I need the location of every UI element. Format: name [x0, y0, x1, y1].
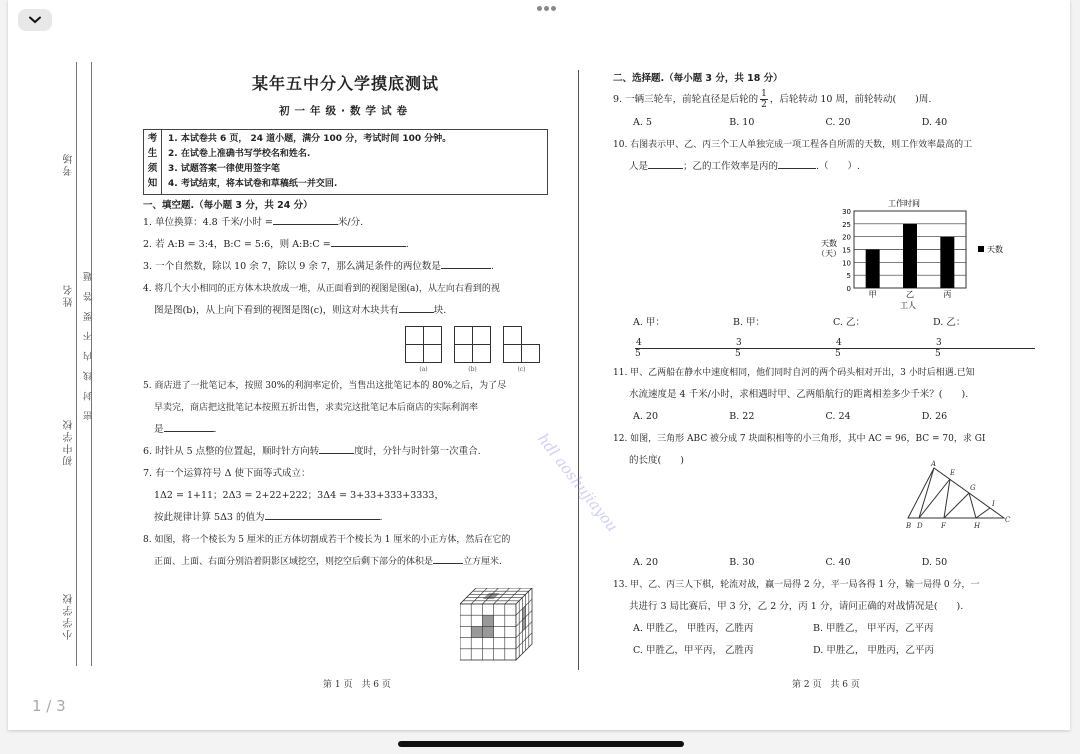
- question-text: ；乙的工作效率是丙的: [683, 160, 779, 172]
- label-primary-school: 小学学校: [64, 592, 75, 640]
- question-text: 共进行 3 局比赛后，甲 3 分，乙 2 分，丙 1 分，请问正确的对战情况是( ).: [629, 600, 964, 612]
- notice-head-char: 生: [147, 148, 158, 160]
- ellipsis-icon: [537, 6, 542, 11]
- option-label: C. 乙：: [833, 316, 865, 328]
- question-text: 水流速度是 4 千米/小时，求相遇时甲、乙两船航行的距离相差多少千米？( ).: [629, 388, 969, 400]
- answer-blank: [331, 237, 406, 247]
- svg-text:25: 25: [842, 220, 851, 229]
- document-viewer: [8, 0, 1070, 730]
- option-c[interactable]: C. 20: [825, 116, 851, 128]
- watermark: hdl aoshujiayou: [533, 430, 622, 536]
- question-text: .: [379, 512, 383, 523]
- question-5: [143, 375, 548, 441]
- fraction: [835, 338, 935, 359]
- fraction: [635, 338, 735, 359]
- chart-x-ticks: [869, 290, 952, 299]
- question-7: [143, 463, 548, 529]
- option-d[interactable]: D. 50: [921, 556, 948, 568]
- fraction-numerator: 4: [635, 338, 735, 349]
- question-1: [143, 212, 548, 234]
- figure-caption: (b): [468, 366, 477, 373]
- option-c[interactable]: C. 24: [825, 410, 851, 422]
- chart-y-label-unit: （天）: [817, 249, 841, 258]
- q12-options: [613, 552, 1018, 574]
- option-b[interactable]: B. 30: [729, 556, 755, 568]
- answer-blank: [441, 259, 491, 269]
- question-text: .: [490, 261, 494, 272]
- exam-title: 某年五中分入学摸底测试: [251, 74, 439, 93]
- point-label: D: [917, 522, 923, 530]
- fraction: [760, 89, 768, 110]
- fraction-denominator: 5: [635, 348, 641, 359]
- question-text: .（ ）.: [816, 160, 861, 172]
- point-label: A: [931, 460, 937, 468]
- label-name: 姓名: [64, 283, 75, 307]
- question-text: 米/分.: [337, 217, 364, 228]
- question-text: 是: [154, 424, 164, 435]
- answer-blank: [648, 159, 683, 169]
- ellipsis-dot: [544, 6, 549, 11]
- point-label: I: [992, 500, 995, 508]
- fraction-denominator: 5: [835, 348, 841, 359]
- question-text: 3. 一个自然数，除以 10 余 7，除以 9 余 7，那么满足条件的两位数是: [143, 261, 441, 272]
- work-time-bar-chart: [816, 196, 1016, 314]
- question-text: 块.: [433, 305, 447, 316]
- question-text: 图是图(b)，从上向下看到的视图是图(c)，则这对木块共有: [154, 305, 399, 316]
- option-c[interactable]: C. 甲胜乙，甲平丙， 乙胜丙: [633, 644, 754, 656]
- question-text: 按此规律计算 5Δ3 的值为: [154, 512, 265, 523]
- question-text: 11. 甲、乙两船在静水中速度相同，他们同时自河的两个码头相对开出，3 小时后相遇.已知: [613, 367, 975, 378]
- answer-blank: [164, 422, 214, 432]
- q13-options-row1: [613, 618, 1018, 640]
- answer-blank: [265, 510, 380, 520]
- fraction-numerator: 3: [735, 338, 835, 349]
- chart-x-label: 工人: [900, 301, 916, 310]
- figure-b: [454, 326, 491, 373]
- q4-view-figures: [143, 326, 540, 373]
- page-2: [613, 72, 1018, 662]
- svg-text:5: 5: [846, 272, 851, 281]
- point-label: E: [950, 469, 956, 477]
- question-text: 12. 如图，三角形 ABC 被分成 7 块面积相等的小三角形，其中 AC = 96，BC = 70，求 GI: [613, 433, 986, 444]
- option-d[interactable]: D. 甲胜乙， 甲胜丙，乙平丙: [813, 644, 934, 656]
- question-text: 2. 若 A:B = 3:4，B:C = 5:6，则 A:B:C =: [143, 239, 331, 250]
- notice-items: [162, 130, 547, 194]
- fraction-numerator: 3: [935, 338, 1035, 349]
- answer-blank: [433, 554, 463, 564]
- option-a[interactable]: A. 甲胜乙， 甲胜丙，乙胜丙: [633, 622, 754, 634]
- notice-item: 3. 试题答案一律使用签字笔: [168, 163, 280, 174]
- question-text: 人是: [629, 160, 649, 172]
- seal-line-text: 密 封 线 内 不 要 答 题: [84, 268, 94, 421]
- notice-head-char: 知: [147, 178, 158, 190]
- option-b[interactable]: B. 10: [729, 116, 755, 128]
- chart-bars: [866, 224, 955, 288]
- question-text: .: [405, 239, 409, 250]
- ellipsis-dot: [551, 6, 556, 11]
- option-a[interactable]: A. 5: [633, 116, 652, 128]
- q10-options: [613, 310, 1018, 362]
- option-b[interactable]: B. 甲胜乙， 甲平丙，乙平丙: [813, 622, 934, 634]
- fraction: [735, 338, 835, 359]
- option-label: D. 乙：: [933, 316, 966, 328]
- svg-text:15: 15: [842, 246, 851, 255]
- fraction-numerator: 1: [761, 88, 767, 99]
- figure-caption: (c): [517, 366, 526, 373]
- fraction-denominator: 5: [735, 348, 741, 359]
- question-text: ，后轮转动 10 周，前轮转动( )周.: [769, 93, 932, 105]
- view-grid-icon: [454, 326, 491, 363]
- fraction-denominator: 5: [935, 348, 941, 359]
- exam-notice-box: [143, 129, 548, 195]
- question-text: 13. 甲、乙、丙三人下棋，轮流对战，赢一局得 2 分，平一局各得 1 分，输一局得 0 分，一: [613, 579, 980, 590]
- fraction-numerator: 4: [835, 338, 935, 349]
- point-label: H: [974, 522, 981, 530]
- question-text: 度时，分针与时针第一次重合.: [354, 446, 481, 457]
- point-label: F: [941, 522, 946, 530]
- question-text: 立方厘米.: [463, 557, 502, 567]
- point-label: C: [1005, 516, 1011, 524]
- svg-text:乙: 乙: [906, 290, 914, 299]
- option-b[interactable]: [733, 310, 833, 362]
- question-text: 早卖完，商店把这批笔记本按照五折出售，求卖完这批笔记本后商店的实际利润率: [154, 403, 479, 413]
- question-text: 7. 有一个运算符号 Δ 使下面等式成立：: [143, 468, 311, 479]
- answer-blank: [778, 159, 816, 169]
- page-indicator: 1 / 3: [32, 697, 66, 715]
- fraction-denominator: 2: [761, 99, 767, 110]
- notice-head-char: 须: [147, 163, 158, 175]
- question-text: 正面、上面、右面分别沿着阴影区域挖空，则挖空后剩下部分的体积是: [154, 557, 434, 567]
- page-1-footer: 第 1 页 共 6 页: [323, 680, 391, 690]
- answer-blank: [319, 444, 354, 454]
- notice-item: 4. 考试结束，将本试卷和草稿纸一并交回.: [168, 178, 338, 189]
- option-label: B. 甲：: [733, 316, 766, 328]
- section-choice-heading: 二、选择题.（每小题 3 分，共 18 分）: [613, 73, 783, 84]
- chart-title: 工作时间: [888, 199, 920, 208]
- question-text: 8. 如图，将一个棱长为 5 厘米的正方体切割成若干个棱长为 1 厘米的小正方体，然后在它的: [143, 535, 511, 545]
- q11-options: [613, 406, 1018, 428]
- question-text: .: [213, 424, 217, 435]
- option-b[interactable]: B. 22: [729, 410, 755, 422]
- option-label: A. 甲：: [633, 316, 665, 328]
- notice-heading: [144, 130, 162, 194]
- question-3: [143, 256, 548, 278]
- more-options-button[interactable]: [537, 6, 556, 11]
- option-a[interactable]: [633, 310, 733, 362]
- legend-label: 天数: [987, 245, 1003, 254]
- view-l-shape-icon: [503, 326, 540, 363]
- option-d[interactable]: [933, 310, 1033, 362]
- legend-swatch: [978, 246, 984, 252]
- svg-text:0: 0: [846, 285, 851, 293]
- chevron-down-icon: [29, 16, 41, 24]
- question-9: [613, 88, 1018, 112]
- question-text: 1. 单位换算：4.8 千米/小时 =: [143, 217, 273, 228]
- section-fill-blank-heading: 一、填空题.（每小题 3 分，共 24 分）: [143, 199, 313, 211]
- option-d[interactable]: D. 40: [921, 116, 948, 128]
- figure-a: [405, 326, 442, 373]
- svg-text:10: 10: [842, 259, 851, 268]
- question-text: 4. 将几个大小相同的正方体木块放成一堆，从正面看到的视图是图(a)，从左向右看到的视: [143, 284, 500, 294]
- triangle-abc-figure: [904, 460, 1014, 532]
- question-text: 10. 右图表示甲、乙、丙三个工人单独完成一项工程各自所需的天数，则工作效率最高的工: [613, 139, 973, 150]
- chart-y-label: 天数: [821, 239, 837, 248]
- question-10: [613, 134, 1018, 178]
- q13-options-row2: [613, 640, 1018, 662]
- svg-text:20: 20: [842, 233, 851, 242]
- question-6: [143, 441, 548, 463]
- question-4: [143, 278, 548, 322]
- page-divider: [578, 70, 579, 670]
- figure-c: [503, 326, 540, 373]
- question-2: [143, 234, 548, 256]
- question-text: 9. 一辆三轮车，前轮直径是后轮的: [613, 93, 759, 105]
- home-indicator-bar[interactable]: [398, 741, 684, 747]
- figure-caption: (a): [419, 366, 428, 373]
- fraction: [935, 338, 1035, 359]
- question-formula: 1Δ2 = 1+11；2Δ3 = 2+22+222；3Δ4 = 3+33+333+3333，: [154, 490, 444, 501]
- option-a[interactable]: A. 20: [633, 410, 658, 422]
- page-1: [143, 72, 548, 573]
- q9-options: [613, 112, 1018, 134]
- label-exam-room: 考场: [64, 152, 75, 176]
- option-d[interactable]: D. 26: [921, 410, 948, 422]
- cube-figure: [460, 588, 540, 662]
- chart-y-ticks: [842, 208, 851, 293]
- point-label: B: [906, 522, 912, 530]
- notice-item: 1. 本试卷共 6 页， 24 道小题，满分 100 分，考试时间 100 分钟。: [168, 133, 452, 144]
- answer-blank: [273, 215, 338, 225]
- question-11: [613, 362, 1018, 406]
- page-2-footer: 第 2 页 共 6 页: [792, 680, 860, 690]
- question-13: [613, 574, 1018, 618]
- option-c[interactable]: [833, 310, 933, 362]
- question-text: 的长度( ): [629, 454, 684, 466]
- notice-head-char: 考: [147, 133, 158, 145]
- collapse-button[interactable]: [18, 9, 52, 31]
- option-a[interactable]: A. 20: [633, 556, 658, 568]
- view-grid-icon: [405, 326, 442, 363]
- option-c[interactable]: C. 40: [825, 556, 851, 568]
- question-text: 5. 商店进了一批笔记本，按照 30%的利润率定价，当售出这批笔记本的 80%之后，为了尽: [143, 381, 507, 391]
- svg-text:甲: 甲: [868, 290, 877, 299]
- label-middle-school: 初中学校: [64, 418, 75, 466]
- question-text: 6. 时针从 5 点整的位置起，顺时针方向转: [143, 446, 320, 457]
- question-8: [143, 529, 548, 573]
- point-label: G: [970, 484, 976, 492]
- exam-subtitle: 初一年级·数学试卷: [279, 105, 412, 117]
- answer-blank: [399, 303, 434, 313]
- svg-text:丙: 丙: [943, 290, 952, 299]
- svg-text:30: 30: [842, 208, 851, 216]
- notice-item: 2. 在试卷上准确书写学校名和姓名.: [168, 148, 311, 159]
